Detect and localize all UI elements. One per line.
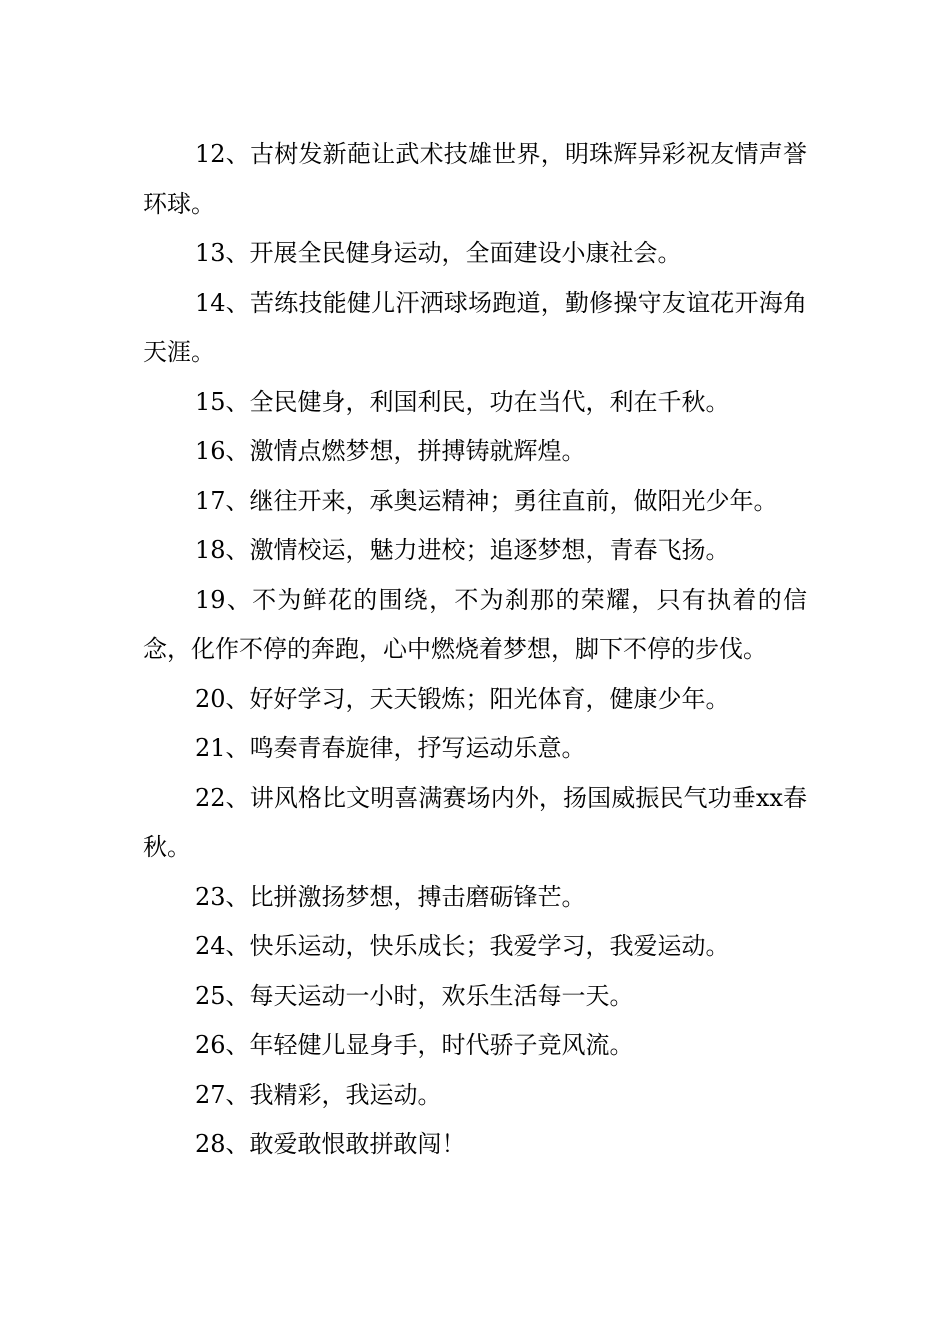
slogan-paragraph-22: 22、讲风格比文明喜满赛场内外，扬国威振民气功垂xx春秋。 — [143, 783, 807, 861]
slogan-paragraph-27: 27、我精彩，我运动。 — [195, 1080, 442, 1109]
slogan-paragraph-23: 23、比拼激扬梦想，搏击磨砺锋芒。 — [195, 882, 586, 911]
slogan-paragraph-25: 25、每天运动一小时，欢乐生活每一天。 — [195, 981, 634, 1010]
slogan-paragraph-28: 28、敢爱敢恨敢拼敢闯！ — [195, 1130, 466, 1158]
slogan-paragraph-21: 21、鸣奏青春旋律，抒写运动乐意。 — [195, 734, 586, 762]
slogan-paragraph-13: 13、开展全民健身运动，全面建设小康社会。 — [195, 239, 682, 267]
slogan-paragraph-12: 12、古树发新葩让武术技雄世界，明珠辉异彩祝友情声誉环球。 — [143, 140, 807, 218]
slogan-paragraph-26: 26、年轻健儿显身手，时代骄子竞风流。 — [195, 1031, 634, 1059]
slogan-paragraph-24: 24、快乐运动，快乐成长；我爱学习，我爱运动。 — [195, 932, 730, 960]
slogan-paragraph-20: 20、好好学习，天天锻炼；阳光体育，健康少年。 — [195, 684, 730, 713]
slogan-paragraph-19: 19、不为鲜花的围绕，不为刹那的荣耀，只有执着的信念，化作不停的奔跑，心中燃烧着梦想，脚下不停的步伐。 — [143, 585, 807, 663]
document-body — [143, 130, 807, 1170]
slogan-paragraph-15: 15、全民健身，利国利民，功在当代，利在千秋。 — [195, 387, 730, 416]
slogan-paragraph-16: 16、激情点燃梦想，拼搏铸就辉煌。 — [195, 437, 586, 465]
slogan-paragraph-14: 14、苦练技能健儿汗洒球场跑道，勤修操守友谊花开海角天涯。 — [143, 288, 807, 366]
slogan-paragraph-17: 17、继往开来，承奥运精神；勇往直前，做阳光少年。 — [195, 486, 778, 515]
slogan-paragraph-18: 18、激情校运，魅力进校；追逐梦想，青春飞扬。 — [195, 536, 730, 564]
